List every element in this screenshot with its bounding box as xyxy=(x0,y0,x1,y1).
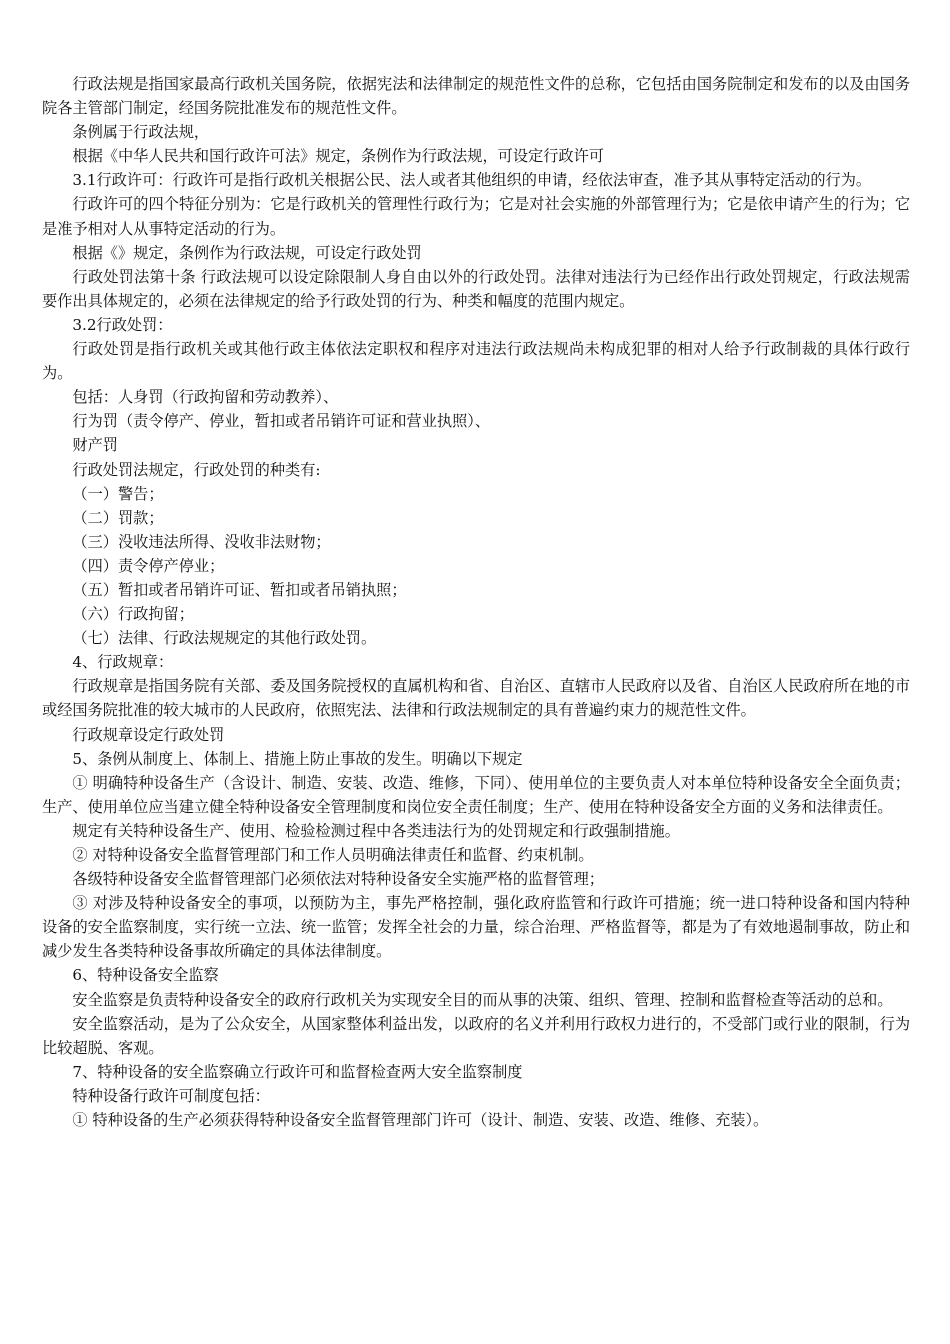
heading-6-safety-supervision: 6、特种设备安全监察 xyxy=(72,966,219,985)
list-item-penalty-type-7: （七）法律、行政法规规定的其他行政处罚。 xyxy=(72,629,377,648)
paragraph-safety-supervision-definition: 安全监察是负责特种设备安全的政府行政机关为实现安全目的而从事的决策、组织、管理、控制和监督检查等活动的总和。 xyxy=(72,990,893,1009)
paragraph-rules-set-penalty: 行政规章设定行政处罚 xyxy=(72,725,225,744)
paragraph-safety-supervision-activity: 安全监察活动，是为了公众安全，从国家整体利益出发，以政府的名义并利用行政权力进行的，不受部门或行业的限制，行为比较超脱、客观。 xyxy=(42,1014,910,1057)
document-body xyxy=(42,72,910,1132)
list-item-penalty-type-4: （四）责令停产停业； xyxy=(72,556,225,575)
paragraph-administrative-rules-definition: 行政规章是指国务院有关部、委及国务院授权的直属机构和省、自治区、直辖市人民政府以及省、自治区人民政府所在地的市或经国务院批准的较大城市的人民政府，依照宪法、法律和行政法规制定的具有普遍约束力的规范性文件。 xyxy=(42,677,910,720)
paragraph-licensing-four-features: 行政许可的四个特征分别为：它是行政机关的管理性行政行为；它是对社会实施的外部管理行为；它是依申请产生的行为；它是准予相对人从事特定活动的行为。 xyxy=(42,195,910,238)
list-item-penalty-type-3: （三）没收违法所得、没收非法财物； xyxy=(72,532,331,551)
paragraph-3-1-administrative-licensing: 3.1行政许可：行政许可是指行政机关根据公民、法人或者其他组织的申请，经依法审查，准予其从事特定活动的行为。 xyxy=(72,171,872,190)
list-item-penalty-type-5: （五）暂扣或者吊销许可证、暂扣或者吊销执照； xyxy=(72,580,407,599)
heading-3-2-administrative-penalty: 3.2行政处罚： xyxy=(72,315,173,334)
paragraph-penalty-types-intro: 行政处罚法规定，行政处罚的种类有: xyxy=(72,460,321,479)
paragraph-penalty-basis: 根据《》规定，条例作为行政法规，可设定行政处罚 xyxy=(72,243,422,262)
paragraph-licensing-point-1: ① 特种设备的生产必须获得特种设备安全监督管理部门许可（设计、制造、安装、改造、维修、充装）。 xyxy=(72,1111,769,1130)
paragraph-point-2-supervision-liability: ② 对特种设备安全监督管理部门和工作人员明确法律责任和监督、约束机制。 xyxy=(72,846,594,864)
paragraph-strict-supervision: 各级特种设备安全监督管理部门必须依法对特种设备安全实施严格的监督管理； xyxy=(72,870,604,889)
paragraph-licensing-system-includes: 特种设备行政许可制度包括： xyxy=(72,1086,270,1105)
paragraph-penalty-law-article-10: 行政处罚法第十条 行政法规可以设定除限制人身自由以外的行政处罚。法律对违法行为已经作出行政处罚规定，行政法规需要作出具体规定的，必须在法律规定的给予行政处罚的行为、种类和幅度的范围内规定。 xyxy=(42,267,910,310)
heading-7-two-systems: 7、特种设备的安全监察确立行政许可和监督检查两大安全监察制度 xyxy=(72,1062,523,1081)
paragraph-behavior-penalty: 行为罚（责令停产、停业，暂扣或者吊销许可证和营业执照）、 xyxy=(72,412,491,431)
heading-4-administrative-rules: 4、行政规章： xyxy=(72,653,174,672)
paragraph-personal-penalty: 包括：人身罚（行政拘留和劳动教养）、 xyxy=(72,388,339,407)
paragraph-property-penalty: 财产罚 xyxy=(72,436,118,455)
list-item-penalty-type-6: （六）行政拘留； xyxy=(72,605,194,624)
paragraph-point-1-responsibility: ① 明确特种设备生产（含设计、制造、安装、改造、维修，下同）、使用单位的主要负责人对本单位特种设备安全全面负责；生产、使用单位应当建立健全特种设备安全管理制度和岗位安全责任制度；生产、使用在特种设备安全方面的义务和法律责任。 xyxy=(42,773,910,816)
heading-5-accident-prevention: 5、条例从制度上、体制上、措施上防止事故的发生。明确以下规定 xyxy=(72,749,523,768)
paragraph-licensing-law-basis: 根据《中华人民共和国行政许可法》规定，条例作为行政法规，可设定行政许可 xyxy=(72,147,604,166)
paragraph-point-3-prevention: ③ 对涉及特种设备安全的事项，以预防为主，事先严格控制，强化政府监管和行政许可措施；统一进口特种设备和国内特种设备的安全监察制度，实行统一立法、统一监管；发挥全社会的力量，综合治理、严格监督等，都是为了有效地遏制事故，防止和减少发生各类特种设备事故所确定的具体法律制度。 xyxy=(42,894,910,961)
paragraph-penalty-definition: 行政处罚是指行政机关或其他行政主体依法定职权和程序对违法行政法规尚未构成犯罪的相对人给予行政制裁的具体行政行为。 xyxy=(42,340,910,383)
list-item-penalty-type-1: （一）警告； xyxy=(72,484,164,503)
paragraph-violation-penalties: 规定有关特种设备生产、使用、检验检测过程中各类违法行为的处罚规定和行政强制措施。 xyxy=(72,821,680,840)
paragraph-regulations-are-administrative: 条例属于行政法规， xyxy=(72,123,210,142)
list-item-penalty-type-2: （二）罚款； xyxy=(72,508,164,527)
paragraph-administrative-regulations-definition: 行政法规是指国家最高行政机关国务院，依据宪法和法律制定的规范性文件的总称，它包括由国务院制定和发布的以及由国务院各主管部门制定，经国务院批准发布的规范性文件。 xyxy=(42,75,910,118)
